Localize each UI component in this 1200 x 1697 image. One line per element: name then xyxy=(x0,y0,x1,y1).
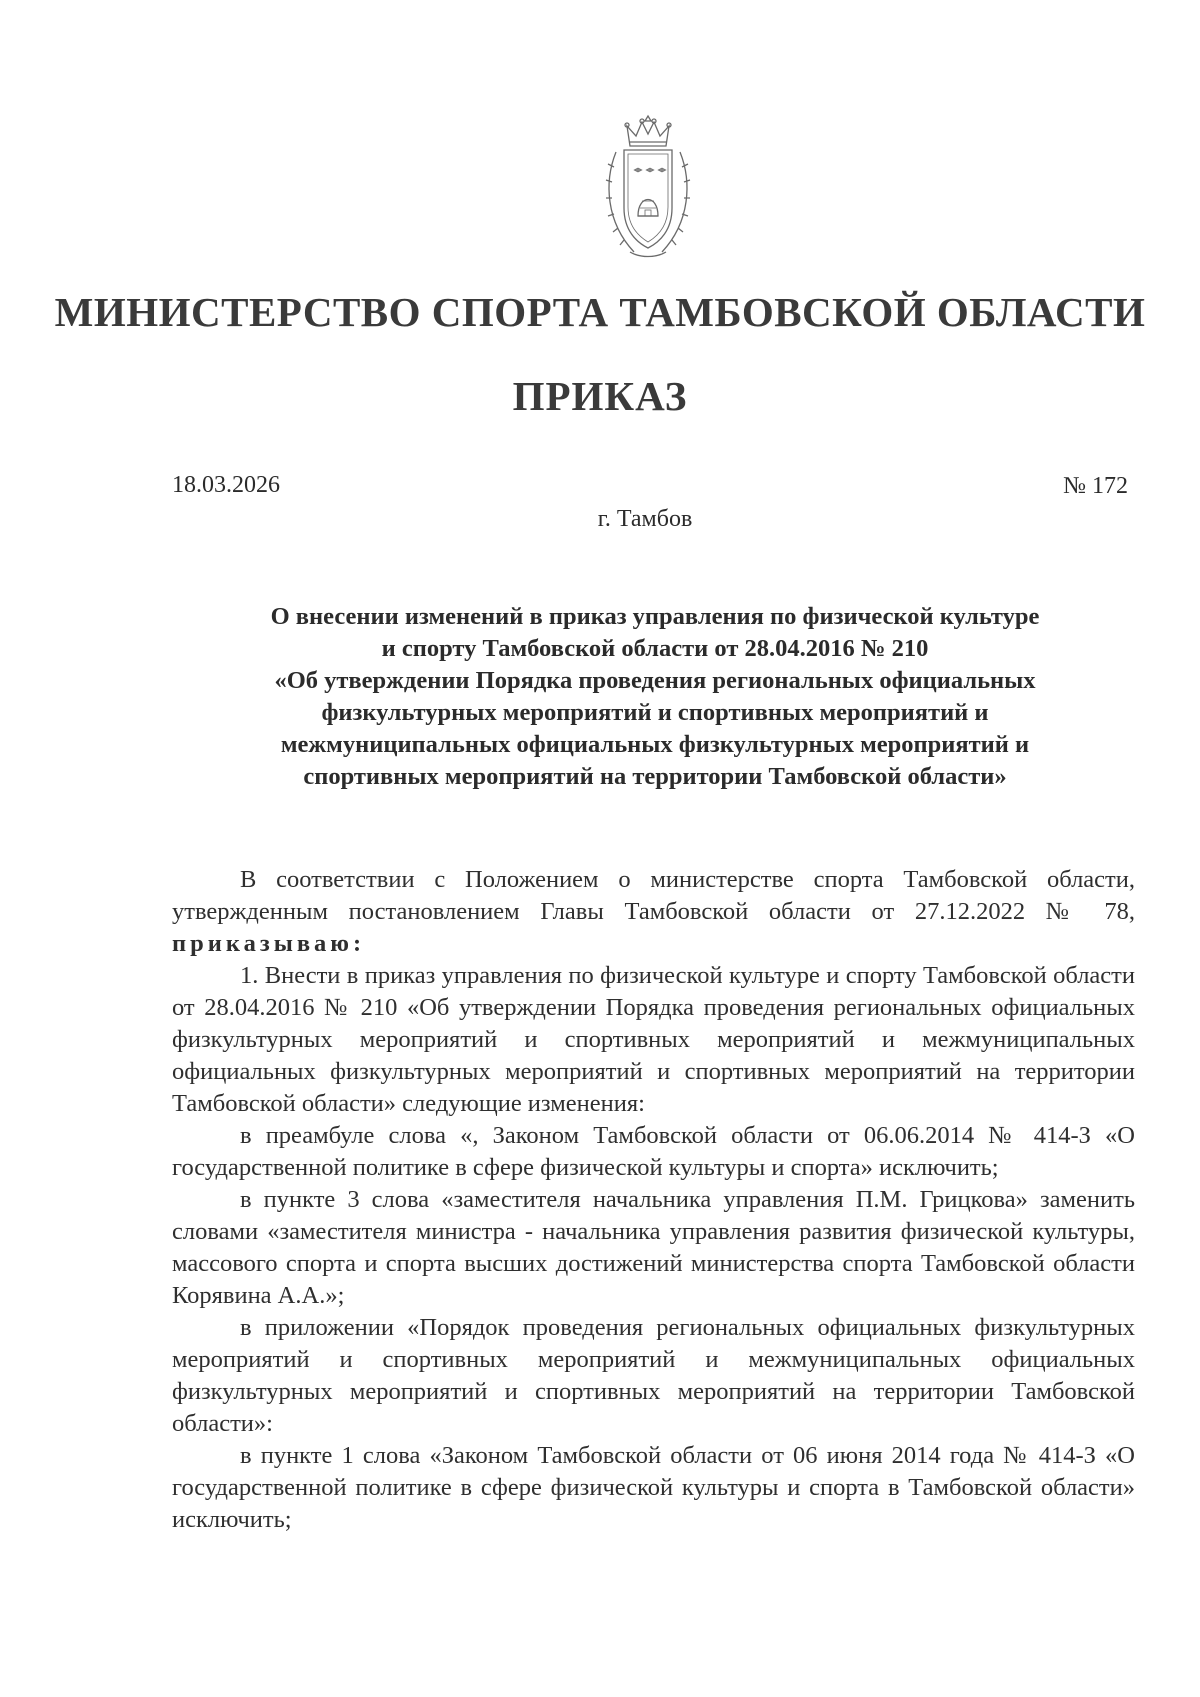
title-line: физкультурных мероприятий и спортивных мероприятий и xyxy=(321,699,989,726)
document-type: ПРИКАЗ xyxy=(512,373,688,419)
document-date: 18.03.2026 xyxy=(172,472,280,498)
body-paragraph: в пункте 3 слова «заместителя начальника управления П.М. Грицкова» заменить словами «заместителя министра - начальника управления развития физической культуры, массового спорта и спорта высших достижений министерства спорта Тамбовской области Корявина А.А.»; xyxy=(172,1186,1135,1309)
title-line: спортивных мероприятий на территории Тамбовской области» xyxy=(303,763,1007,790)
command-word: приказываю: xyxy=(172,930,366,957)
preamble-paragraph xyxy=(172,864,1135,960)
body-paragraph: в приложении «Порядок проведения региональных официальных физкультурных мероприятий и спортивных мероприятий и межмуниципальных официальных физкультурных мероприятий и спортивных мероприятий на территории Тамбовской области»: xyxy=(172,1314,1135,1437)
title-line: «Об утверждении Порядка проведения региональных официальных xyxy=(274,667,1036,694)
document-title xyxy=(200,601,1110,793)
body-paragraph: в пункте 1 слова «Законом Тамбовской области от 06 июня 2014 года № 414-З «О государственной политике в сфере физической культуры и спорта в Тамбовской области» исключить; xyxy=(172,1442,1135,1533)
document-number: № 172 xyxy=(1063,473,1128,499)
title-line: межмуниципальных официальных физкультурных мероприятий и xyxy=(280,731,1030,758)
title-line: и спорту Тамбовской области от 28.04.2016 № 210 xyxy=(381,635,929,662)
document-city: г. Тамбов xyxy=(597,506,693,532)
ministry-name: МИНИСТЕРСТВО СПОРТА ТАМБОВСКОЙ ОБЛАСТИ xyxy=(54,289,1146,335)
tambov-coat-of-arms-icon xyxy=(600,112,696,262)
body-paragraph: 1. Внести в приказ управления по физической культуре и спорту Тамбовской области от 28.04.2016 № 210 «Об утверждении Порядка проведения региональных официальных физкультурных мероприятий и спортивных мероприятий и межмуниципальных официальных физкультурных мероприятий и спортивных мероприятий на территории Тамбовской области» следующие изменения: xyxy=(172,962,1135,1117)
preamble-text: В соответствии с Положением о министерстве спорта Тамбовской области, утвержденным постановлением Главы Тамбовской области от 27.12.2022 № 78, xyxy=(172,866,1135,925)
body-paragraph: в преамбуле слова «, Законом Тамбовской области от 06.06.2014 № 414-З «О государственной политике в сфере физической культуры и спорта» исключить; xyxy=(172,1122,1135,1181)
title-line: О внесении изменений в приказ управления по физической культуре xyxy=(270,603,1040,630)
document-body xyxy=(172,864,1135,1536)
